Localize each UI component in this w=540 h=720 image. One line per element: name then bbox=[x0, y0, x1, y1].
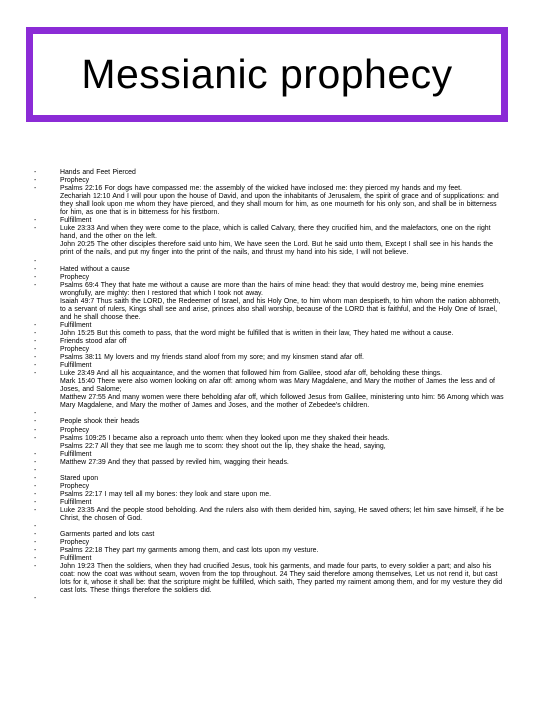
list-item-text bbox=[60, 266, 504, 274]
list-item-text bbox=[60, 169, 504, 177]
title-box bbox=[26, 27, 508, 122]
list-item bbox=[34, 410, 504, 418]
list-item bbox=[34, 330, 504, 338]
list-item-text bbox=[60, 435, 504, 451]
list-item bbox=[34, 322, 504, 330]
list-item-line: Garments parted and lots cast bbox=[60, 531, 155, 539]
list-item-text bbox=[60, 362, 504, 370]
list-item bbox=[34, 507, 504, 523]
list-item-text bbox=[60, 330, 504, 338]
list-item bbox=[34, 418, 504, 426]
list-item-text bbox=[60, 354, 504, 362]
bullet-marker: - bbox=[34, 458, 37, 466]
list-item-text bbox=[60, 177, 504, 185]
bullet-marker: - bbox=[34, 273, 37, 281]
list-item-line: Psalms 22:18 They part my garments among them, and cast lots upon my vesture. bbox=[60, 547, 319, 555]
list-item-line: John 15:25 But this cometh to pass, that the word might be fulfilled that is written in their law, They hated me without a cause. bbox=[60, 329, 454, 337]
list-item-line: Fulfillment bbox=[60, 498, 92, 506]
bullet-marker: - bbox=[34, 506, 37, 514]
bullet-marker: - bbox=[34, 482, 37, 490]
list-item-line: Prophecy bbox=[60, 177, 90, 185]
list-item bbox=[34, 499, 504, 507]
bullet-marker: - bbox=[34, 321, 37, 329]
page-title: Messianic prophecy bbox=[81, 51, 453, 97]
list-item bbox=[34, 217, 504, 225]
bullet-marker: - bbox=[34, 362, 37, 370]
bullet-marker: - bbox=[34, 281, 37, 289]
list-item bbox=[34, 483, 504, 491]
list-item bbox=[34, 346, 504, 354]
list-item-text bbox=[60, 185, 504, 217]
bullet-marker: - bbox=[34, 169, 37, 176]
list-item bbox=[34, 523, 504, 531]
list-item-line: Fulfillment bbox=[60, 555, 92, 563]
list-item-line: Fulfillment bbox=[60, 321, 92, 329]
list-item-text bbox=[60, 539, 504, 547]
list-item bbox=[34, 185, 504, 217]
list-item-line: Prophecy bbox=[60, 426, 90, 434]
list-item bbox=[34, 467, 504, 475]
list-item-line: Psalms 38:11 My lovers and my friends stand aloof from my sore; and my kinsmen stand afar off. bbox=[60, 354, 364, 362]
bullet-marker: - bbox=[34, 346, 37, 354]
bullet-marker: - bbox=[34, 531, 37, 539]
bullet-marker: - bbox=[34, 370, 37, 378]
bullet-list bbox=[34, 169, 504, 604]
list-item-text bbox=[60, 459, 504, 467]
bullet-marker: - bbox=[34, 185, 37, 193]
list-item-line: John 20:25 The other disciples therefore said unto him, We have seen the Lord. But he said unto them, Except I shall see in his hands the print of the nails, and put my finger into the print of the nails, and thrust my hand into his side, I will not believe. bbox=[60, 241, 493, 257]
bullet-marker: - bbox=[34, 450, 37, 458]
list-item-text bbox=[60, 507, 504, 523]
list-item-text bbox=[60, 547, 504, 555]
list-item-text bbox=[60, 523, 504, 531]
list-item-text bbox=[60, 427, 504, 435]
bullet-marker: - bbox=[34, 337, 37, 345]
list-item-line: Hated without a cause bbox=[60, 265, 130, 273]
list-item bbox=[34, 354, 504, 362]
list-item bbox=[34, 491, 504, 499]
list-item-text bbox=[60, 418, 504, 426]
list-item-text bbox=[60, 322, 504, 330]
bullet-marker: - bbox=[34, 410, 37, 418]
list-item-line: Prophecy bbox=[60, 346, 90, 354]
bullet-marker: - bbox=[34, 466, 37, 474]
list-item-line: Psalms 69:4 They that hate me without a cause are more than the hairs of mine head: they that would destroy me, being mine enemies wrongfully, are mighty: then I restored that which I took not away. bbox=[60, 281, 484, 297]
list-item-line: Psalms 109:25 I became also a reproach unto them: when they looked upon me they shaked their heads. bbox=[60, 434, 390, 442]
list-item bbox=[34, 427, 504, 435]
list-item-line: Luke 23:49 And all his acquaintance, and the women that followed him from Galilee, stood afar off, beholding these things. bbox=[60, 370, 443, 378]
bullet-marker: - bbox=[34, 474, 37, 482]
list-item-line: Fulfillment bbox=[60, 362, 92, 370]
list-item bbox=[34, 362, 504, 370]
list-item-text bbox=[60, 531, 504, 539]
bullet-marker: - bbox=[34, 177, 37, 185]
list-item bbox=[34, 595, 504, 603]
list-item-text bbox=[60, 491, 504, 499]
list-item bbox=[34, 225, 504, 257]
list-item-text bbox=[60, 595, 504, 603]
list-item-text bbox=[60, 555, 504, 563]
list-item-text bbox=[60, 451, 504, 459]
list-item-line: Luke 23:35 And the people stood beholding. And the rulers also with them derided him, saying, He saved others; let him save himself, if he be Christ, the chosen of God. bbox=[60, 506, 504, 523]
bullet-marker: - bbox=[34, 595, 37, 603]
list-item bbox=[34, 475, 504, 483]
list-item bbox=[34, 563, 504, 595]
list-item-line: Matthew 27:55 And many women were there beholding afar off, which followed Jesus from Galilee, ministering unto him: 56 Among which was Mary Magdalene, and Mary the mother of James and Joses, and the mother of Zebedee's children. bbox=[60, 394, 504, 410]
list-item-line: Matthew 27:39 And they that passed by reviled him, wagging their heads. bbox=[60, 458, 289, 466]
list-item-text bbox=[60, 370, 504, 410]
list-item-text bbox=[60, 217, 504, 225]
list-item bbox=[34, 547, 504, 555]
bullet-marker: - bbox=[34, 329, 37, 337]
list-item bbox=[34, 435, 504, 451]
bullet-marker: - bbox=[34, 547, 37, 555]
list-item-text bbox=[60, 483, 504, 491]
list-item bbox=[34, 459, 504, 467]
list-item-line: Psalms 22:7 All they that see me laugh me to scorn: they shoot out the lip, they shake the head, saying, bbox=[60, 442, 386, 450]
bullet-marker: - bbox=[34, 265, 37, 273]
list-item-text bbox=[60, 410, 504, 418]
bullet-marker: - bbox=[34, 225, 37, 233]
list-item-line: Psalms 22:16 For dogs have compassed me: the assembly of the wicked have inclosed me: they pierced my hands and my feet. bbox=[60, 185, 462, 193]
list-item-line: People shook their heads bbox=[60, 418, 140, 426]
list-item-line: Prophecy bbox=[60, 539, 90, 547]
list-item bbox=[34, 370, 504, 410]
list-item bbox=[34, 451, 504, 459]
list-item-text bbox=[60, 467, 504, 475]
list-item-line: Isaiah 49:7 Thus saith the LORD, the Redeemer of Israel, and his Holy One, to him whom man despiseth, to him whom the nation abhorreth, to a servant of rulers, Kings shall see and arise, princes also shall worship, because of the LORD that is faithful, and the Holy One of Israel, and he shall choose thee. bbox=[60, 297, 501, 321]
list-item-text bbox=[60, 346, 504, 354]
bullet-marker: - bbox=[34, 539, 37, 547]
list-item-line: John 19:23 Then the soldiers, when they had crucified Jesus, took his garments, and made four parts, to every soldier a part; and also his coat: now the coat was without seam, woven from the top throughout. 24 They said therefore among themselves, Let us not rend it, but cast lots for it, whose it shall be: that the scripture might be fulfilled, which saith, They parted my raiment among them, and for my vesture they did cast lots. These things therefore the soldiers did. bbox=[60, 563, 503, 595]
list-item-line: Fulfillment bbox=[60, 217, 92, 225]
list-item bbox=[34, 338, 504, 346]
list-item bbox=[34, 177, 504, 185]
bullet-marker: - bbox=[34, 217, 37, 225]
bullet-marker: - bbox=[34, 498, 37, 506]
bullet-marker: - bbox=[34, 418, 37, 426]
list-item-line: Hands and Feet Pierced bbox=[60, 169, 136, 176]
list-item-line: Prophecy bbox=[60, 273, 90, 281]
bullet-marker: - bbox=[34, 523, 37, 531]
bullet-marker: - bbox=[34, 257, 37, 265]
list-item bbox=[34, 539, 504, 547]
list-item bbox=[34, 169, 504, 177]
list-item bbox=[34, 274, 504, 282]
list-item-text bbox=[60, 258, 504, 266]
bullet-marker: - bbox=[34, 434, 37, 442]
list-item-line: Psalms 22:17 I may tell all my bones: they look and stare upon me. bbox=[60, 490, 272, 498]
list-item-text bbox=[60, 225, 504, 257]
bullet-marker: - bbox=[34, 354, 37, 362]
bullet-marker: - bbox=[34, 426, 37, 434]
list-item-line: Stared upon bbox=[60, 474, 99, 482]
list-item-text bbox=[60, 338, 504, 346]
list-item-line: Fulfillment bbox=[60, 450, 92, 458]
list-item bbox=[34, 555, 504, 563]
list-item-text bbox=[60, 274, 504, 282]
list-item-text bbox=[60, 499, 504, 507]
list-item-text bbox=[60, 563, 504, 595]
list-item bbox=[34, 282, 504, 322]
list-item-line: Zechariah 12:10 And I will pour upon the house of David, and upon the inhabitants of Jerusalem, the spirit of grace and of supplications: and they shall look upon me whom they have pierced, and they shall mourn for him, as one mourneth for his only son, and shall be in bitterness for him, as one that is in bitterness for his firstborn. bbox=[60, 193, 499, 217]
list-item-line: Luke 23:33 And when they were come to the place, which is called Calvary, there they crucified him, and the malefactors, one on the right hand, and the other on the left. bbox=[60, 225, 491, 241]
list-item bbox=[34, 531, 504, 539]
list-item bbox=[34, 258, 504, 266]
bullet-marker: - bbox=[34, 490, 37, 498]
list-item-text bbox=[60, 282, 504, 322]
bullet-marker: - bbox=[34, 555, 37, 563]
list-item bbox=[34, 266, 504, 274]
list-item-line: Mark 15:40 There were also women looking on afar off: among whom was Mary Magdalene, and Mary the mother of James the less and of Joses, and Salome; bbox=[60, 378, 495, 394]
list-item-text bbox=[60, 475, 504, 483]
list-item-line: Prophecy bbox=[60, 482, 90, 490]
bullet-marker: - bbox=[34, 563, 37, 571]
list-item-line: Friends stood afar off bbox=[60, 337, 127, 345]
